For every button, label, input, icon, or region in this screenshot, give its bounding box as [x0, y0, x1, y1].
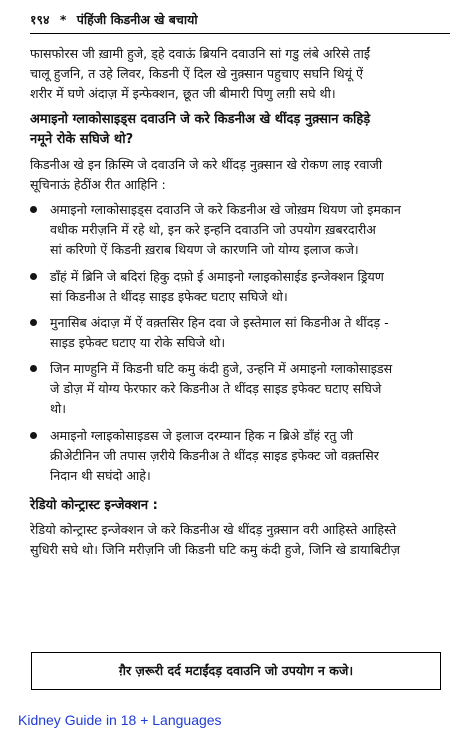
- text-line: डॉंहं में ब्रिनि जे बदिरां हिकु दफ़ो ई अमाइनो ग्लाइकोसाईड इन्जेक्शन ड्रियण: [50, 269, 384, 284]
- text-line: सूचिनाऊं हेठींअ रीत आहिनि :: [30, 177, 166, 192]
- bullet-icon: [30, 365, 37, 372]
- text-line: सां करिणो ऐं किडनी ख़राब थियण जे कारणनि जो योग्य इलाज कजे।: [50, 242, 359, 257]
- bullet-icon: [30, 319, 37, 326]
- radio-contrast-paragraph: [30, 520, 442, 560]
- text-line: क्रीअेटीनिन जी तपास ज़रीये किडनीअ ते थींदड़ साइड इफेक्ट जो वक़्तसिर: [50, 448, 379, 463]
- text-line: अमाइनो ग्लाकोसाइड्स दवाउनि जे करे किडनीअ खे जोख़म थियण जो इमकान: [50, 202, 401, 217]
- heading-line: रेडियो कोन्ट्रास्ट इन्जेक्शन :: [30, 498, 158, 513]
- text-line: वधीक मरीज़नि में रहे थो, इन करे इन्हनि दवाउनि जो उपयोग ख़बरदारीअ: [50, 222, 376, 237]
- running-header: [30, 11, 450, 34]
- text-line: किडनीअ खे इन क़िस्मि जे दवाउनि जे करे थींदड़ नुक़्सान खे रोकण लाइ रवाजी: [30, 157, 383, 172]
- text-line: मुनासिब अंदाज़ में ऐं वक़्तसिर हिन दवा जे इस्तेमाल सां किडनीअ ते थींदड़ -: [50, 315, 389, 330]
- text-line: साइड इफेक्ट घटाए या रोके सघिजे थो।: [50, 335, 226, 350]
- separator-star: *: [59, 12, 67, 27]
- bullet-icon: [30, 206, 37, 213]
- text-line: अमाइनो ग्लाइकोसाइडस जे इलाज दरम्यान हिक न ब्रिअे डॉंहं रतु जी: [50, 428, 354, 443]
- section-heading: [30, 496, 442, 516]
- text-line: निदान थी सघंदो आहे।: [50, 468, 151, 483]
- warning-box: ग़ैर ज़रूरी दर्द मटाईंदड़ दवाउनि जो उपयोग न कजे।: [31, 652, 441, 690]
- answer-intro: [30, 155, 442, 195]
- question-heading: [30, 110, 442, 150]
- text-line: सुधिरी सघे थो। जिनि मरीज़नि जी किडनी घटि कमु कंदी हुजे, जिनि खे डायाबिटीज़: [30, 542, 400, 557]
- text-line: रेडियो कोन्ट्रास्ट इन्जेक्शन जे करे किडनीअ खे थींदड़ नुक़्सान वरी आहिस्ते आहिस्ते: [30, 522, 397, 537]
- heading-line: नमूने रोके सघिजे थो?: [30, 132, 134, 147]
- bullet-icon: [30, 273, 37, 280]
- text-line: थो।: [50, 401, 67, 416]
- bullet-icon: [30, 432, 37, 439]
- text-line: सां किडनीअ ते थींदड़ साइड इफेक्ट घटाए सघिजे थो।: [50, 289, 288, 304]
- page-number: १९४: [30, 12, 50, 27]
- book-title: पंहिंजी किडनीअ खे बचायो: [76, 12, 198, 27]
- text-line: शरीर में घणे अंदाज़ में इन्फेक्शन, छूत जी बीमारी पिणु लग़ी सघे थी।: [30, 86, 336, 101]
- heading-line: अमाइनो ग्लाकोसाइड्स दवाउनि जे करे किडनीअ खे थींदड़ नुक़्सान कहिड़े: [30, 112, 371, 127]
- intro-paragraph: [30, 44, 442, 104]
- text-line: जिन माण्हुनि में किडनी घटि कमु कंदी हुजे, उन्हनि में अमाइनो ग्लाकोसाइडस: [50, 361, 393, 376]
- text-line: चालू हुजनि, त उहे लिवर, किडनी ऐं दिल खे नुक़्सान पहुचाए सघनि थियूं ऐं: [30, 66, 363, 81]
- text-line: जे डोज़ में योग्य फेरफार करे किडनीअ ते थींदड़ साइड इफेक्ट घटाए सघिजे: [50, 381, 382, 396]
- footer-caption: Kidney Guide in 18 + Languages: [18, 712, 222, 728]
- text-line: फासफोरस जी ख़ामी हुजे, ड्हे दवाऊं ब्रियनि दवाउनि सां गडु लंबे अरिसे ताईं: [30, 46, 371, 61]
